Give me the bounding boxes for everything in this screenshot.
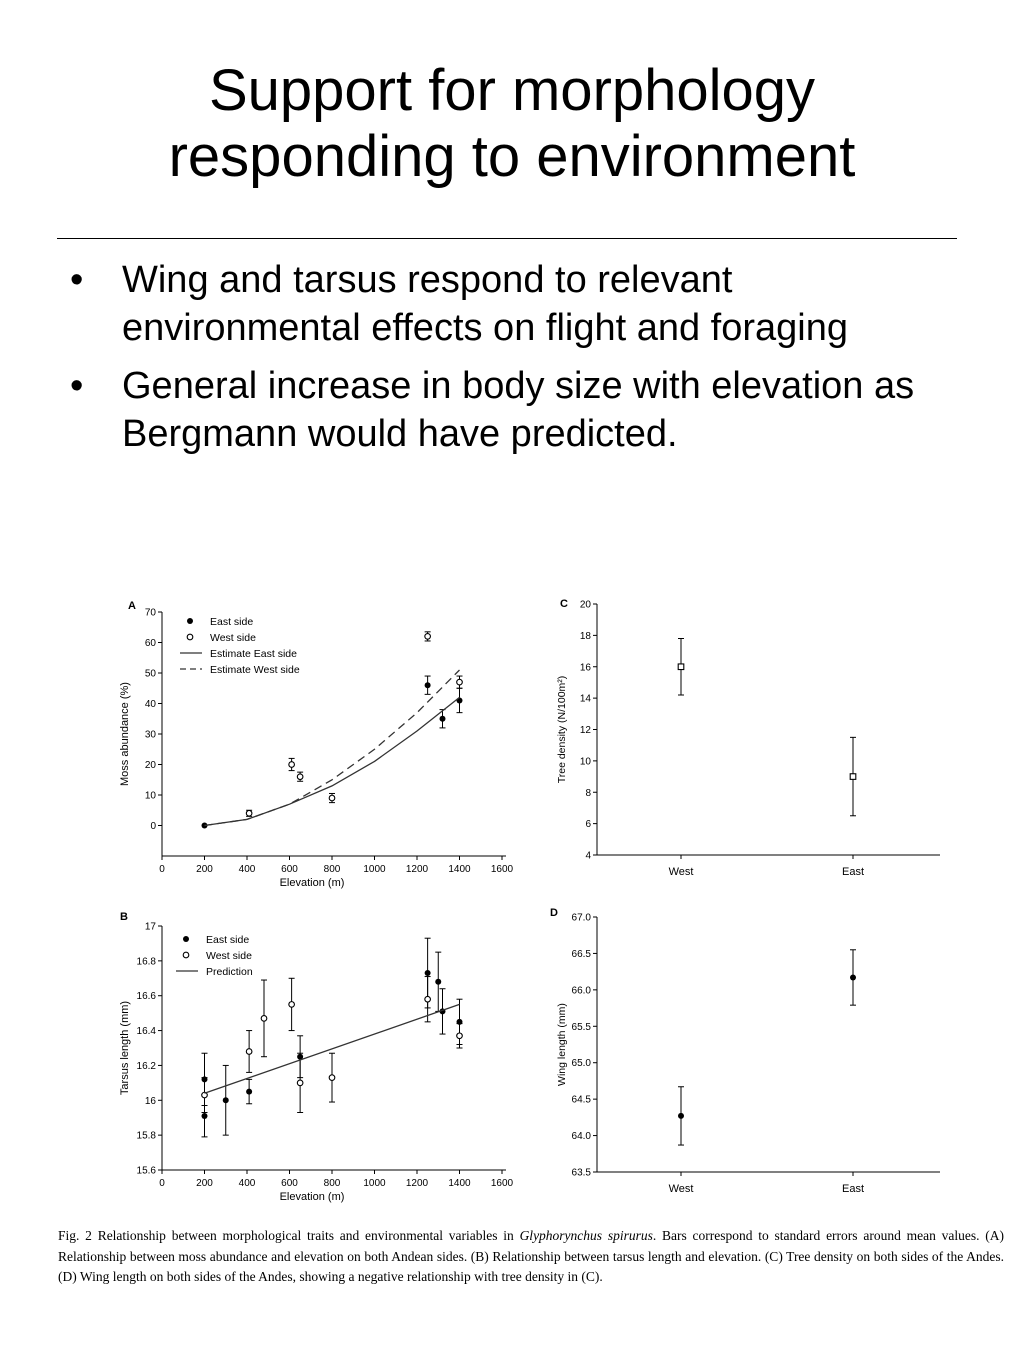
bullet-item xyxy=(70,256,970,352)
x-tick-label: 200 xyxy=(196,864,213,875)
x-tick-label: 400 xyxy=(238,1178,256,1189)
x-tick-label: 1000 xyxy=(363,1178,386,1189)
data-point xyxy=(297,1080,303,1086)
slide-title-line1: Support for morphology xyxy=(208,58,816,123)
x-tick-label: 1200 xyxy=(405,1178,429,1189)
data-point xyxy=(435,979,441,985)
y-tick-label: 15.6 xyxy=(136,1165,156,1177)
panel-letter: C xyxy=(560,598,568,610)
data-point xyxy=(425,682,431,688)
y-tick-label: 63.5 xyxy=(571,1167,591,1179)
slide-title-line2: responding to environment xyxy=(168,124,856,189)
data-point xyxy=(223,1097,229,1103)
y-tick-label: 64.0 xyxy=(571,1131,591,1143)
data-point xyxy=(850,774,856,780)
legend-label: Prediction xyxy=(206,966,253,978)
bullet-glyph: • xyxy=(70,259,84,301)
x-tick-label: East xyxy=(841,1183,865,1195)
x-axis-label: Elevation (m) xyxy=(279,877,345,889)
y-tick-label: 16.2 xyxy=(136,1060,156,1072)
figure-svg xyxy=(0,580,1024,1220)
title-divider xyxy=(57,238,957,239)
y-tick-label: 0 xyxy=(150,821,156,832)
bullet-text: Wing and tarsus respond to relevant environmental effects on flight and foraging xyxy=(122,259,848,349)
slide-title xyxy=(0,58,1024,190)
y-tick-label: 14 xyxy=(579,693,591,705)
x-tick-label: 1000 xyxy=(363,864,386,875)
x-tick-label: 600 xyxy=(281,864,298,875)
x-tick-label: West xyxy=(668,866,694,878)
y-tick-label: 64.5 xyxy=(571,1094,591,1106)
data-point xyxy=(297,774,303,780)
legend-label: East side xyxy=(210,616,254,628)
y-tick-label: 70 xyxy=(144,607,156,619)
bullet-text: General increase in body size with elevation as Bergmann would have predicted. xyxy=(122,365,915,455)
caption-species: Glyphorynchus spirurus xyxy=(519,1228,653,1243)
y-tick-label: 65.0 xyxy=(571,1058,591,1070)
y-tick-label: 20 xyxy=(144,760,156,771)
y-tick-label: 30 xyxy=(144,729,156,741)
y-tick-label: 40 xyxy=(144,699,156,710)
data-point xyxy=(678,664,684,670)
x-axis-label: Elevation (m) xyxy=(279,1191,345,1203)
y-tick-label: 16.8 xyxy=(136,956,156,968)
legend-label: Estimate West side xyxy=(210,664,300,676)
data-point xyxy=(440,716,446,722)
x-tick-label: 600 xyxy=(281,1178,298,1189)
x-tick-label: West xyxy=(668,1183,694,1195)
x-tick-label: 1600 xyxy=(490,1178,514,1189)
panel-letter: B xyxy=(120,911,128,923)
y-tick-label: 6 xyxy=(585,819,591,831)
x-tick-label: 200 xyxy=(196,1178,213,1189)
y-tick-label: 66.0 xyxy=(571,985,591,997)
data-point xyxy=(246,1049,252,1055)
y-tick-label: 12 xyxy=(579,725,591,736)
y-tick-label: 16 xyxy=(579,662,591,674)
data-point xyxy=(246,1089,252,1095)
bullet-item xyxy=(70,362,970,458)
x-tick-label: East xyxy=(841,866,865,878)
bullet-list xyxy=(70,256,970,468)
y-tick-label: 8 xyxy=(585,787,591,799)
y-tick-label: 16.6 xyxy=(136,991,156,1003)
panel-letter: A xyxy=(128,600,136,612)
fit-line xyxy=(205,697,460,825)
legend-label: Estimate East side xyxy=(210,648,297,660)
data-point xyxy=(329,1075,335,1081)
legend-label: East side xyxy=(206,934,250,946)
y-tick-label: 65.5 xyxy=(571,1021,591,1033)
data-point xyxy=(261,1016,267,1022)
data-point xyxy=(425,970,431,976)
data-point xyxy=(246,811,252,817)
y-tick-label: 16.4 xyxy=(136,1026,156,1038)
bullet-glyph: • xyxy=(70,365,84,407)
legend-label: West side xyxy=(206,950,252,962)
caption-rest: . Bars correspond to standard errors around mean values. (A) Relationship between moss abundance and elevation on both Andean sides. (B) Relationship between tarsus length and elevation. (C) Tree density on both sides of the Andes. (D) Wing length on both sides of the Andes, showing a negative relationship with tree density in (C). xyxy=(58,1228,1004,1284)
x-tick-label: 0 xyxy=(159,864,165,875)
y-tick-label: 50 xyxy=(144,668,156,680)
y-axis-label: Tarsus length (mm) xyxy=(119,1000,131,1096)
figure-caption xyxy=(58,1226,1004,1288)
data-point xyxy=(850,974,856,980)
y-tick-label: 66.5 xyxy=(571,948,591,960)
x-tick-label: 1200 xyxy=(405,864,429,875)
y-tick-label: 10 xyxy=(144,790,156,802)
data-point xyxy=(329,795,335,801)
legend-marker xyxy=(187,634,193,640)
data-point xyxy=(425,634,431,640)
legend-marker xyxy=(187,618,193,624)
caption-start: Fig. 2 Relationship between morphological traits and environmental variables in xyxy=(58,1228,520,1243)
y-tick-label: 16 xyxy=(144,1095,156,1107)
y-axis-label: Wing length (mm) xyxy=(556,1003,568,1086)
legend-label: West side xyxy=(210,632,256,644)
x-tick-label: 1400 xyxy=(448,864,471,875)
legend-marker xyxy=(183,936,189,942)
x-tick-label: 800 xyxy=(323,1178,341,1189)
data-point xyxy=(678,1113,684,1119)
y-tick-label: 17 xyxy=(144,921,156,933)
data-point xyxy=(289,762,295,768)
panel-letter: D xyxy=(550,907,558,919)
x-tick-label: 0 xyxy=(159,1178,165,1189)
x-tick-label: 400 xyxy=(238,864,256,875)
legend-marker xyxy=(183,952,189,958)
data-point xyxy=(289,1002,295,1008)
y-axis-label: Tree density (N/100m²) xyxy=(556,675,568,784)
x-tick-label: 800 xyxy=(323,864,341,875)
y-tick-label: 15.8 xyxy=(136,1130,156,1142)
x-tick-label: 1400 xyxy=(448,1178,471,1189)
figure-panels xyxy=(0,580,1024,1320)
y-tick-label: 67.0 xyxy=(571,912,591,924)
y-tick-label: 60 xyxy=(144,638,156,649)
y-tick-label: 20 xyxy=(579,599,591,611)
y-tick-label: 18 xyxy=(579,630,591,642)
x-tick-label: 1600 xyxy=(490,864,514,875)
data-point xyxy=(457,1033,463,1039)
y-tick-label: 10 xyxy=(579,756,591,768)
y-axis-label: Moss abundance (%) xyxy=(119,682,131,786)
data-point xyxy=(202,1113,208,1119)
y-tick-label: 4 xyxy=(585,850,591,862)
data-point xyxy=(425,996,431,1002)
data-point xyxy=(457,679,463,685)
